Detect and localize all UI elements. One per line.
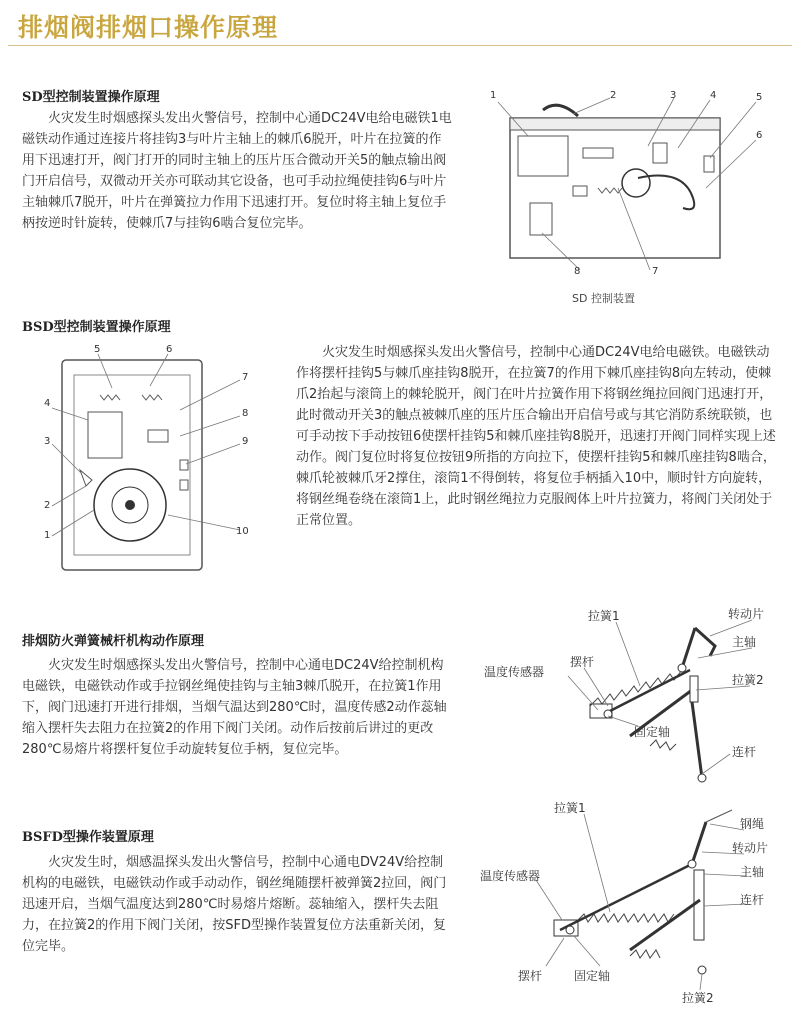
bsd-num-8: 8 <box>242 408 249 419</box>
spring-label-shaft: 主轴 <box>732 635 757 649</box>
spring-label-lever: 摆杆 <box>570 655 595 669</box>
bsfd-diagram <box>470 800 790 1010</box>
bsd-heading: BSD型控制装置操作原理 <box>22 320 171 335</box>
spring-body: 火灾发生时烟感探头发出火警信号，控制中心通电DC24V给控制机构电磁铁，电磁铁动作或手拉钢丝绳使挂钩与主轴3棘爪脱开，在拉簧1作用下，阀门迅速打开进行排烟，当烟气温达到280℃时，温度传感2动作蕊轴缩入摆杆失去阻力在拉簧2的作用下阀门关闭。动作后按前后讲过的更改280℃易熔片将摆杆复位手动旋转复位手柄，复位完毕。 <box>22 658 447 757</box>
bsfd-label-fixed: 固定轴 <box>574 969 611 983</box>
sd-heading: SD型控制装置操作原理 <box>22 90 160 105</box>
spring-heading: 排烟防火弹簧械杆机构动作原理 <box>22 634 205 649</box>
bsd-num-10: 10 <box>236 526 249 537</box>
bsd-diagram <box>30 340 270 580</box>
spring-diagram <box>470 606 790 796</box>
spring-label-sensor: 温度传感器 <box>484 665 545 679</box>
sd-num-5: 5 <box>756 92 763 103</box>
bsfd-label-lever: 摆杆 <box>518 969 543 983</box>
bsfd-label-rope: 钢绳 <box>740 817 765 831</box>
title-divider <box>8 45 792 46</box>
spring-label-rotor: 转动片 <box>728 607 765 621</box>
sd-num-7: 7 <box>652 266 659 277</box>
bsfd-label-spring2: 拉簧2 <box>682 991 714 1005</box>
bsfd-label-rotor: 转动片 <box>732 841 769 855</box>
bsfd-label-spring1: 拉簧1 <box>554 801 586 815</box>
bsd-num-3: 3 <box>44 436 51 447</box>
sd-num-3: 3 <box>670 90 677 101</box>
sd-caption: SD 控制装置 <box>572 292 635 305</box>
bsfd-body: 火灾发生时，烟感温探头发出火警信号，控制中心通电DV24V给控制机构的电磁铁，电磁铁动作或手动动作，钢丝绳随摆杆被弹簧2拉回，阀门迅速开启，当烟气温度达到280℃时易熔片熔断。蕊轴缩入，摆杆失去阻力，在拉簧2的作用下阀门关闭，按SFD型操作装置复位方法重新关闭，复位完毕。 <box>22 855 447 954</box>
bsfd-label-shaft: 主轴 <box>740 865 765 879</box>
bsd-num-7: 7 <box>242 372 249 383</box>
bsd-num-9: 9 <box>242 436 249 447</box>
bsd-num-6: 6 <box>166 344 173 355</box>
bsd-num-2: 2 <box>44 500 51 511</box>
bsd-num-5: 5 <box>94 344 101 355</box>
spring-label-fixed: 固定轴 <box>634 725 671 739</box>
sd-body: 火灾发生时烟感探头发出火警信号，控制中心通DC24V电给电磁铁1电磁铁动作通过连接片将挂钩3与叶片主轴上的棘爪6脱开，叶片在拉簧的作用下迅速打开，阀门打开的同时主轴上的压片压合微动开关5的触点输出阀门开启信号，双微动开关亦可联动其它设备，也可手动拉绳使挂钩6与叶片主轴棘爪7脱开，叶片在弹簧拉力作用下迅速打开。复位时将主轴上复位手柄按逆时针旋转，使棘爪7与挂钩6啮合复位完毕。 <box>22 111 452 231</box>
bsd-num-4: 4 <box>44 398 51 409</box>
spring-label-spring2: 拉簧2 <box>732 673 764 687</box>
sd-num-2: 2 <box>610 90 617 101</box>
spring-label-spring1: 拉簧1 <box>588 609 620 623</box>
bsd-body: 火灾发生时烟感探头发出火警信号，控制中心通DC24V电给电磁铁。电磁铁动作将摆杆挂钩5与棘爪座挂钩8脱开，在拉簧7的作用下棘爪座挂钩8向左转动，使棘爪2抬起与滚筒上的棘轮脱开，阀门在叶片拉簧作用下将钢丝绳拉回阀门迅速打开，此时微动开关3的触点被棘爪座的压片压合输出开启信号或与其它消防系统联锁，也可手动按下手动按钮6使摆杆挂钩5和棘爪座挂钩8脱开，迅速打开阀门同样实现上述动作。阀门复位时将复位按钮9所指的方向拉下，使摆杆挂钩5和棘爪座挂钩8啮合，棘爪轮被棘爪牙2撑住，滚筒1不得倒转，将复位手柄插入10中，顺时针方向旋转，将钢丝绳卷绕在滚筒1上，此时钢丝绳拉力克服阀体上叶片拉簧力，将阀门关闭处于正常位置。 <box>296 345 776 528</box>
bsfd-label-link: 连杆 <box>740 893 765 907</box>
sd-num-6: 6 <box>756 130 763 141</box>
page-title: 排烟阀排烟口操作原理 <box>18 13 279 42</box>
spring-label-link: 连杆 <box>732 745 757 759</box>
bsfd-label-sensor: 温度传感器 <box>480 869 541 883</box>
sd-num-8: 8 <box>574 266 581 277</box>
bsfd-heading: BSFD型操作装置原理 <box>22 830 154 845</box>
bsd-num-1: 1 <box>44 530 51 541</box>
sd-num-1: 1 <box>490 90 497 101</box>
sd-num-4: 4 <box>710 90 717 101</box>
sd-diagram <box>488 88 778 278</box>
